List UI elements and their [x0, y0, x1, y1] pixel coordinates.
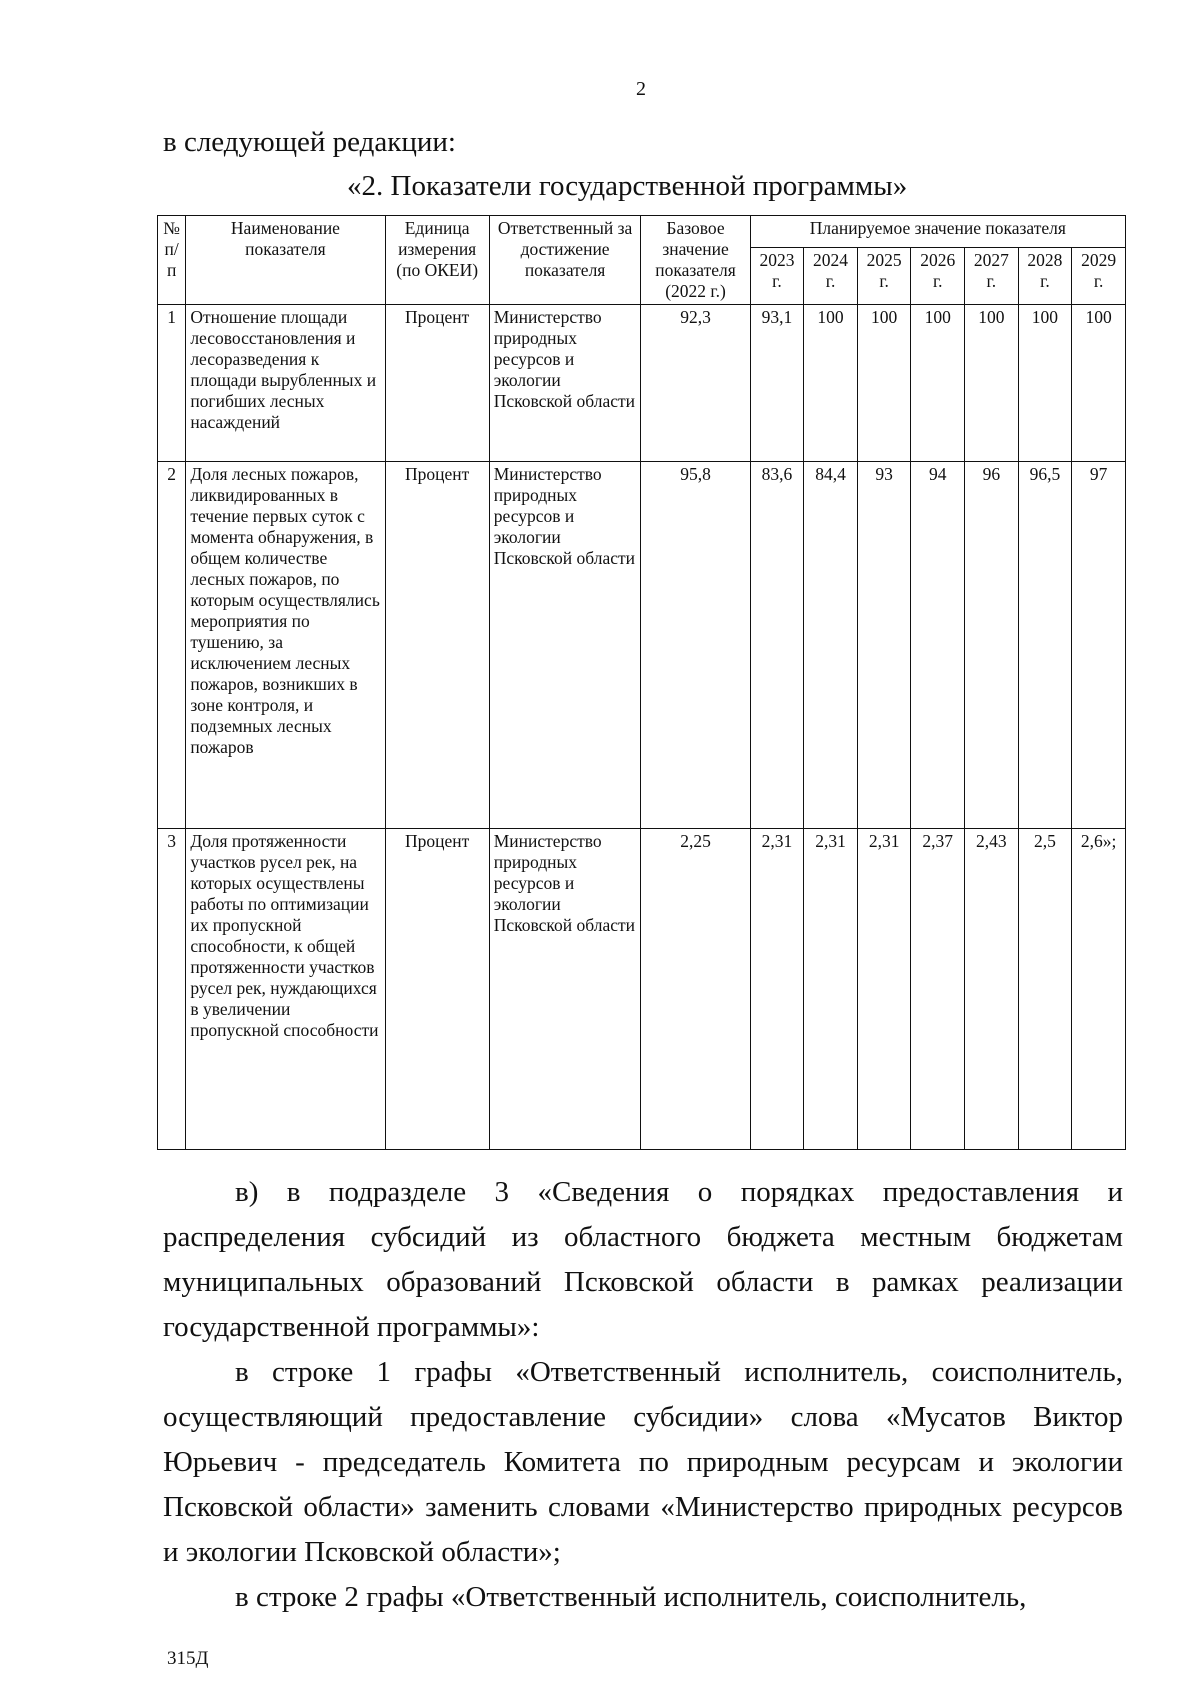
row-value: 100 [911, 305, 965, 462]
row-base: 95,8 [641, 462, 750, 829]
header-year: 2026 г. [911, 247, 965, 304]
row-value: 97 [1072, 462, 1126, 829]
row-value: 94 [911, 462, 965, 829]
row-name: Отношение площади лесовосстановления и лесоразведения к площади вырубленных и погибших лесных насаждений [186, 305, 385, 462]
row-value: 2,31 [750, 829, 804, 1150]
table-row [158, 462, 1126, 829]
row-value: 100 [965, 305, 1019, 462]
row-num: 1 [158, 305, 186, 462]
header-name: Наименование показателя [186, 216, 385, 305]
header-year: 2029 г. [1072, 247, 1126, 304]
header-year: 2028 г. [1018, 247, 1072, 304]
row-base: 2,25 [641, 829, 750, 1150]
row-value: 83,6 [750, 462, 804, 829]
header-planned: Планируемое значение показателя [750, 216, 1125, 248]
header-base: Базовое значение показателя (2022 г.) [641, 216, 750, 305]
row-base: 92,3 [641, 305, 750, 462]
header-responsible: Ответственный за достижение показателя [489, 216, 641, 305]
paragraph: в строке 1 графы «Ответственный исполнитель, соисполнитель, осуществляющий предоставление субсидии» слова «Мусатов Виктор Юрьевич - председатель Комитета по природным ресурсам и экологии Псковской области» заменить словами «Министерство природных ресурсов и экологии Псковской области»; [163, 1356, 1123, 1568]
row-name: Доля протяженности участков русел рек, на которых осуществлены работы по оптимизации их пропускной способности, к общей протяженности участков русел рек, нуждающихся в увеличении пропускной способности [186, 829, 385, 1150]
row-value: 100 [1018, 305, 1072, 462]
row-unit: Процент [385, 305, 489, 462]
header-num: № п/п [158, 216, 186, 305]
row-value: 96,5 [1018, 462, 1072, 829]
row-value: 2,31 [857, 829, 911, 1150]
page-number: 2 [636, 78, 646, 100]
row-num: 2 [158, 462, 186, 829]
row-value: 100 [857, 305, 911, 462]
body-text [163, 1170, 1123, 1620]
table-row [158, 305, 1126, 462]
paragraph: в строке 2 графы «Ответственный исполнитель, соисполнитель, [235, 1581, 1027, 1613]
row-value: 93 [857, 462, 911, 829]
table-row [158, 829, 1126, 1150]
row-value: 100 [1072, 305, 1126, 462]
row-value: 100 [804, 305, 858, 462]
row-value: 96 [965, 462, 1019, 829]
row-value: 2,37 [911, 829, 965, 1150]
document-code: 315Д [167, 1648, 209, 1669]
row-value: 84,4 [804, 462, 858, 829]
row-name: Доля лесных пожаров, ликвидированных в течение первых суток с момента обнаружения, в общем количестве лесных пожаров, по которым осуществлялись мероприятия по тушению, за исключением лесных пожаров, возникших в зоне контроля, и подземных лесных пожаров [186, 462, 385, 829]
row-num: 3 [158, 829, 186, 1150]
header-year: 2023 г. [750, 247, 804, 304]
row-responsible: Министерство природных ресурсов и экологии Псковской области [489, 462, 641, 829]
header-year: 2024 г. [804, 247, 858, 304]
header-year: 2025 г. [857, 247, 911, 304]
intro-text: в следующей редакции: [163, 126, 456, 158]
row-value: 93,1 [750, 305, 804, 462]
row-responsible: Министерство природных ресурсов и экологии Псковской области [489, 305, 641, 462]
row-unit: Процент [385, 462, 489, 829]
header-year: 2027 г. [965, 247, 1019, 304]
header-unit: Единица измерения (по ОКЕИ) [385, 216, 489, 305]
row-value: 2,5 [1018, 829, 1072, 1150]
row-value: 2,43 [965, 829, 1019, 1150]
row-value: 2,6»; [1072, 829, 1126, 1150]
row-value: 2,31 [804, 829, 858, 1150]
row-responsible: Министерство природных ресурсов и экологии Псковской области [489, 829, 641, 1150]
row-unit: Процент [385, 829, 489, 1150]
indicators-table [157, 215, 1126, 1150]
paragraph: в) в подразделе 3 «Сведения о порядках предоставления и распределения субсидий из областного бюджета местным бюджетам муниципальных образований Псковской области в рамках реализации государственной программы»: [163, 1176, 1123, 1343]
table-title: «2. Показатели государственной программы» [347, 170, 908, 202]
